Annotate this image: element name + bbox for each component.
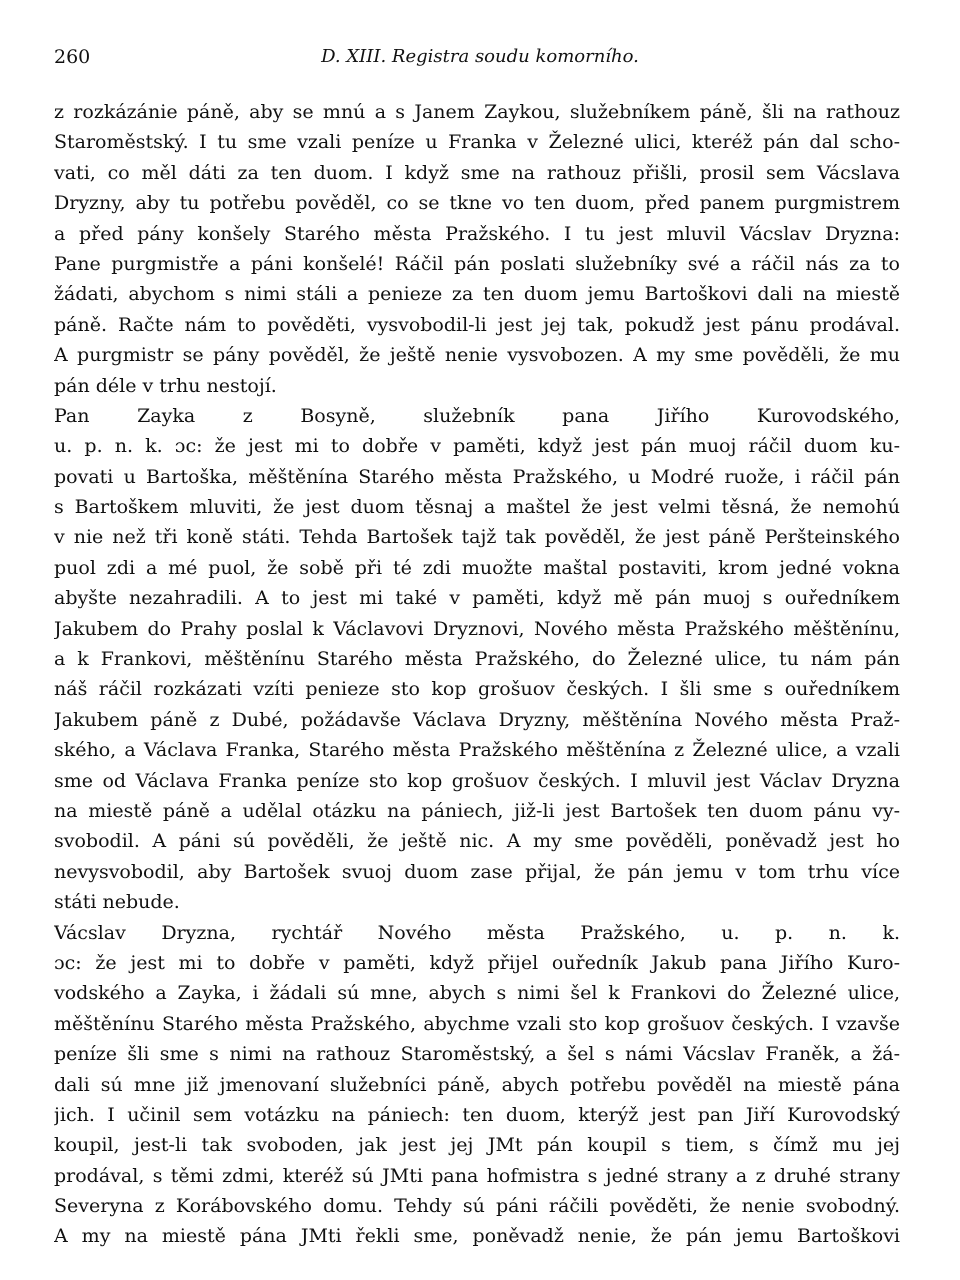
text-line: Staroměstský. I tu sme vzali peníze u Franka v Železné ulici, kteréž pán dal scho-: [54, 131, 900, 154]
text-line: nevysvobodil, aby Bartošek svuoj duom zase přijal, že pán jemu v tom trhu více: [54, 860, 900, 883]
running-head: D. XIII. Registra soudu komorního.: [321, 46, 639, 67]
text-line: pán déle v trhu nestojí.: [54, 374, 277, 397]
text-line: měštěnínu Starého města Pražského, abychme vzali sto kop grošuov českých. I vzavše: [54, 1012, 900, 1035]
text-line: jich. I učinil sem votázku na pániech: ten duom, kterýž jest pan Jiří Kurovodský: [54, 1103, 900, 1126]
text-line: koupil, jest-li tak svoboden, jak jest jej JMt pán koupil s tiem, s čímž mu jej: [54, 1134, 900, 1157]
text-line: Severyna z Korábovského domu. Tehdy sú páni ráčili pověděti, že nenie svobodný.: [54, 1195, 900, 1218]
text-line: s Bartoškem mluviti, že jest duom těsnaj a maštel že jest velmi těsná, že nemohú: [54, 496, 900, 519]
text-line: Jakubem do Prahy poslal k Václavovi Dryznovi, Nového města Pražského měštěnínu,: [54, 617, 900, 640]
text-line: A purgmistr se pány pověděl, že ještě nenie vysvobozen. A my sme pověděli, že mu: [54, 344, 900, 367]
text-line: ského, a Václava Franka, Starého města Pražského měštěnína z Železné ulice, a vzali: [54, 739, 900, 762]
text-line: Vácslav Dryzna, rychtář Nového města Pražského, u. p. n. k.: [54, 921, 900, 944]
text-line: ɔc: že jest mi to dobře v paměti, když přijel ouředník Jakub pana Jiřího Kuro-: [54, 951, 900, 974]
text-line: a před pány konšely Starého města Pražského. I tu jest mluvil Vácslav Dryzna:: [54, 222, 900, 245]
text-line: svobodil. A páni sú pověděli, že ještě nic. A my sme pověděli, poněvadž jest ho: [54, 830, 900, 853]
text-line: na miestě páně a udělal otázku na pániech, již-li jest Bartošek ten duom pánu vy-: [54, 799, 900, 822]
text-line: povati u Bartoška, měštěnína Starého města Pražského, u Modré ruože, i ráčil pán: [54, 465, 900, 488]
text-line: vati, co měl dáti za ten duom. I když sme na rathouz přišli, prosil sem Vácslava: [54, 161, 900, 184]
text-line: v nie než tři koně státi. Tehda Bartošek tajž tak pověděl, že jest páně Peršteinského: [54, 526, 900, 549]
text-line: Dryzny, aby tu potřebu pověděl, co se tkne vo ten duom, před panem purgmistrem: [54, 192, 900, 215]
text-line: abyšte nezahradili. A to jest mi také v paměti, když mě pán muoj s ouředníkem: [54, 587, 900, 610]
text-line: státi nebude.: [54, 891, 180, 914]
text-line: prodával, s těmi zdmi, kteréž sú JMti pana hofmistra s jedné strany a z druhé strany: [54, 1164, 900, 1187]
text-line: vodského a Zayka, i žádali sú mne, abych s nimi šel k Frankovi do Železné ulice,: [54, 982, 900, 1005]
body-text: [54, 97, 900, 1252]
page-number: 260: [54, 46, 91, 68]
text-line: a k Frankovi, měštěnínu Starého města Pražského, do Železné ulice, tu nám pán: [54, 648, 900, 671]
text-line: A my na miestě pána JMti řekli sme, poněvadž nenie, že pán jemu Bartoškovi: [54, 1225, 900, 1248]
text-line: Pane purgmistře a páni konšelé! Ráčil pán poslati služebníky své a ráčil nás za to: [54, 252, 900, 275]
text-line: náš ráčil rozkázati vzíti penieze sto kop grošuov českých. I šli sme s ouředníkem: [54, 678, 900, 701]
text-line: peníze šli sme s nimi na rathouz Staroměstský, a šel s námi Vácslav Franěk, a žá-: [54, 1043, 900, 1066]
text-line: puol zdi a mé puol, že sobě při té zdi muožte maštal postaviti, krom jedné vokna: [54, 556, 900, 579]
text-line: žádati, abychom s nimi stáli a penieze za ten duom jemu Bartoškovi dali na miestě: [54, 283, 900, 306]
text-line: z rozkázánie páně, aby se mnú a s Janem Zaykou, služebníkem páně, šli na rathouz: [54, 101, 900, 123]
text-line: dali sú mne již jmenovaní služebníci páně, abych potřebu pověděl na miestě pána: [54, 1073, 900, 1096]
text-line: páně. Račte nám to pověděti, vysvobodil-li jest jej tak, pokudž jest pánu prodával.: [54, 313, 900, 336]
text-line: u. p. n. k. ɔc: že jest mi to dobře v paměti, když jest pán muoj ráčil duom ku-: [54, 435, 900, 458]
text-line: Pan Zayka z Bosyně, služebník pana Jiřího Kurovodského,: [54, 404, 900, 427]
text-line: sme od Václava Franka peníze sto kop grošuov českých. I mluvil jest Václav Dryzna: [54, 769, 900, 792]
text-line: Jakubem páně z Dubé, požádavše Václava Dryzny, měštěnína Nového města Praž-: [54, 708, 900, 731]
